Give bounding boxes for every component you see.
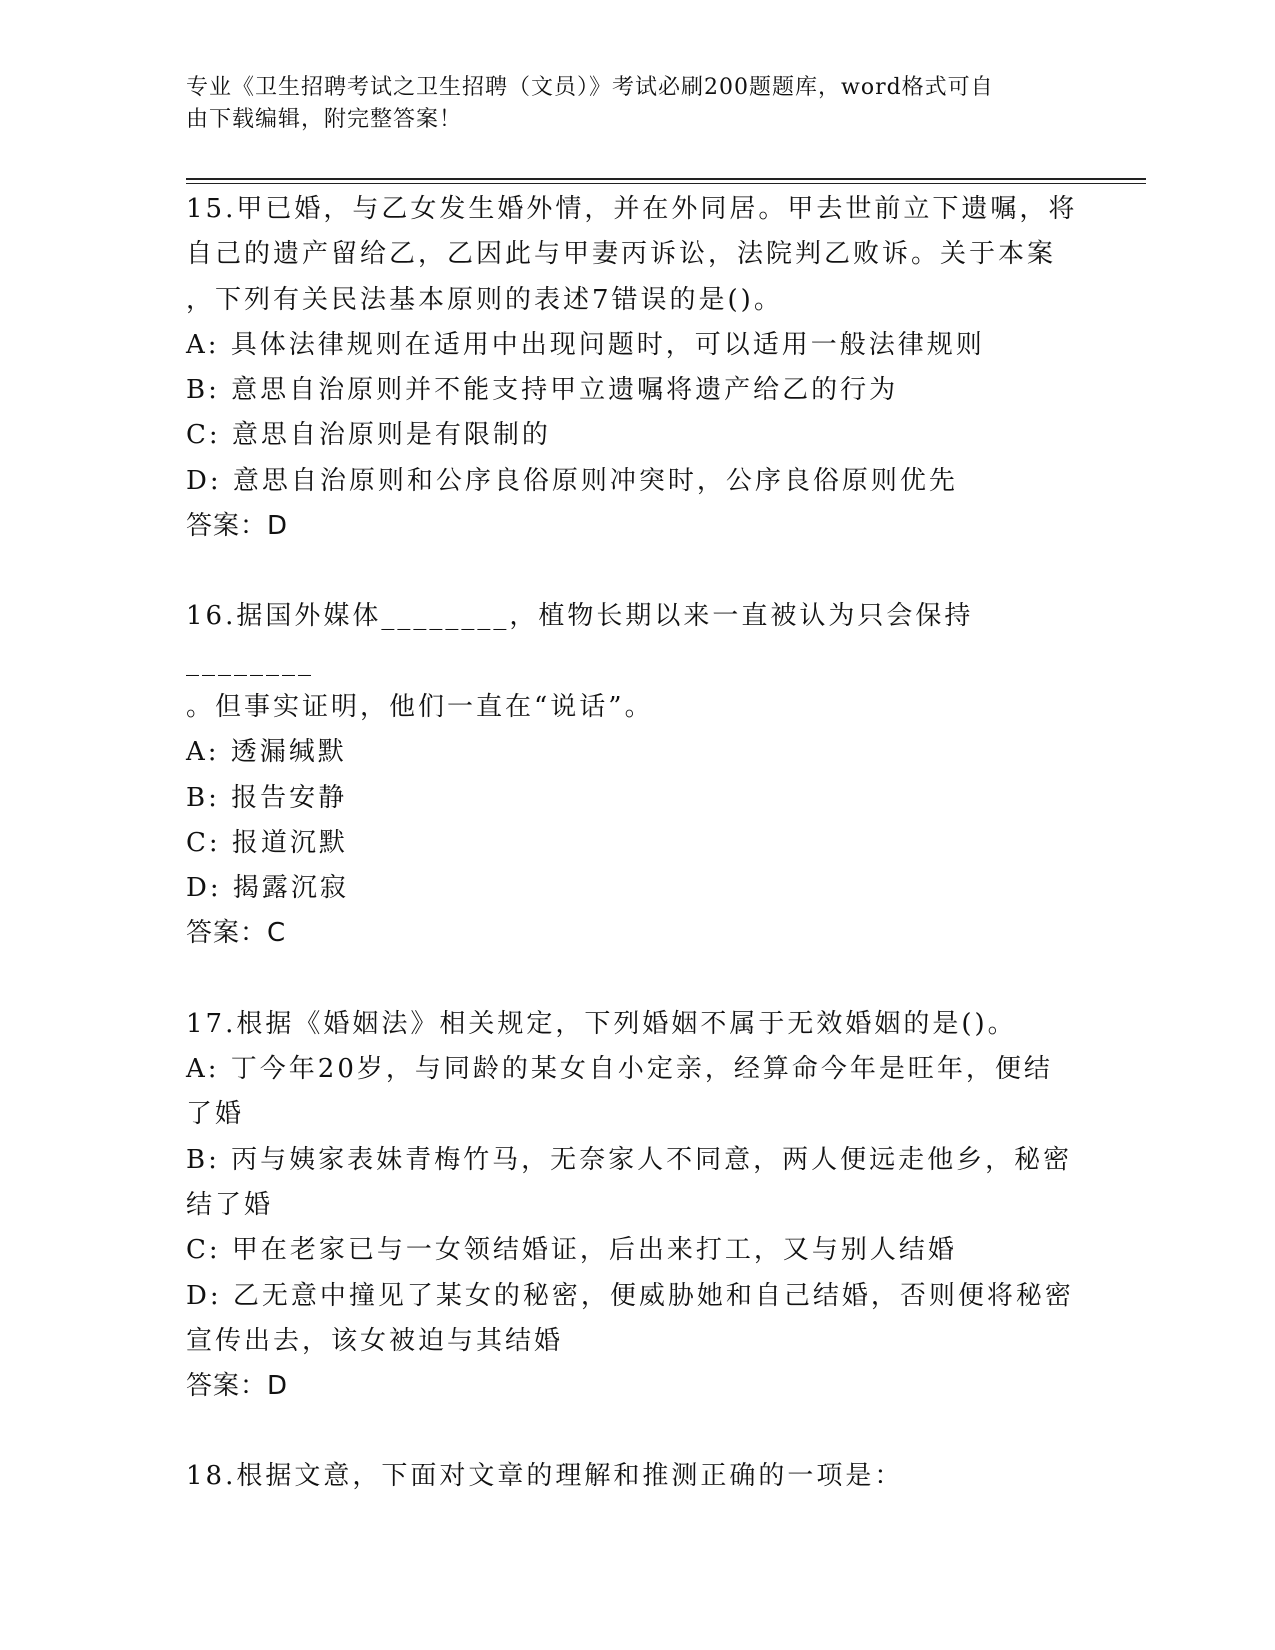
- document-header: [186, 72, 1066, 136]
- answer-line: 答案：C: [186, 918, 287, 949]
- option-a: A: 丁今年20岁，与同龄的某女自小定亲，经算命今年是旺年，便结: [186, 1054, 1053, 1085]
- option-d: D: 乙无意中撞见了某女的秘密，便威胁她和自己结婚，否则便将秘密: [186, 1280, 1074, 1311]
- question-17: [186, 1002, 1086, 1410]
- question-stem-line: 16.据国外媒体________，植物长期以来一直被认为只会保持________: [186, 601, 974, 677]
- spacer: [186, 957, 1086, 1002]
- option-b: B: 报告安静: [186, 782, 348, 813]
- answer-line: 答案：D: [186, 511, 289, 542]
- option-a: A: 透漏缄默: [186, 737, 347, 768]
- header-line-2: 由下载编辑，附完整答案！: [186, 107, 463, 132]
- option-d: D: 揭露沉寂: [186, 873, 349, 904]
- question-stem-line: 15.甲已婚，与乙女发生婚外情，并在外同居。甲去世前立下遗嘱，将: [186, 194, 1078, 224]
- answer-line: 答案：D: [186, 1371, 289, 1402]
- header-rule-thin: [186, 183, 1146, 184]
- question-stem-line: 18.根据文意，下面对文章的理解和推测正确的一项是：: [186, 1461, 904, 1492]
- question-16: [186, 594, 1086, 956]
- header-line-1: 专业《卫生招聘考试之卫生招聘（文员）》考试必刷200题题库，word格式可自: [186, 75, 994, 100]
- question-stem-line: ，下列有关民法基本原则的表述7错误的是()。: [186, 284, 783, 315]
- header-rule-thick: [186, 178, 1146, 180]
- spacer: [186, 1409, 1086, 1454]
- option-a: A: 具体法律规则在适用中出现问题时，可以适用一般法律规则: [186, 329, 985, 360]
- question-15: [186, 187, 1086, 549]
- question-18: [186, 1454, 1086, 1499]
- spacer: [186, 549, 1086, 594]
- option-b: B: 丙与姨家表妹青梅竹马，无奈家人不同意，两人便远走他乡，秘密: [186, 1144, 1073, 1175]
- option-d-continued: 宣传出去，该女被迫与其结婚: [186, 1325, 564, 1356]
- option-a-continued: 了婚: [186, 1099, 245, 1130]
- option-c: C: 报道沉默: [186, 827, 348, 858]
- option-b: B: 意思自治原则并不能支持甲立遗嘱将遗产给乙的行为: [186, 375, 899, 406]
- option-c: C: 甲在老家已与一女领结婚证，后出来打工，又与别人结婚: [186, 1235, 957, 1266]
- question-stem-line: 。但事实证明，他们一直在“说话”。: [186, 691, 654, 722]
- question-stem-line: 自己的遗产留给乙，乙因此与甲妻丙诉讼，法院判乙败诉。关于本案: [186, 239, 1057, 270]
- option-d: D: 意思自治原则和公序良俗原则冲突时，公序良俗原则优先: [186, 465, 958, 496]
- question-stem-line: 17.根据《婚姻法》相关规定，下列婚姻不属于无效婚姻的是()。: [186, 1008, 1017, 1039]
- option-c: C: 意思自治原则是有限制的: [186, 420, 551, 451]
- question-list: [186, 187, 1086, 1500]
- option-b-continued: 结了婚: [186, 1189, 274, 1220]
